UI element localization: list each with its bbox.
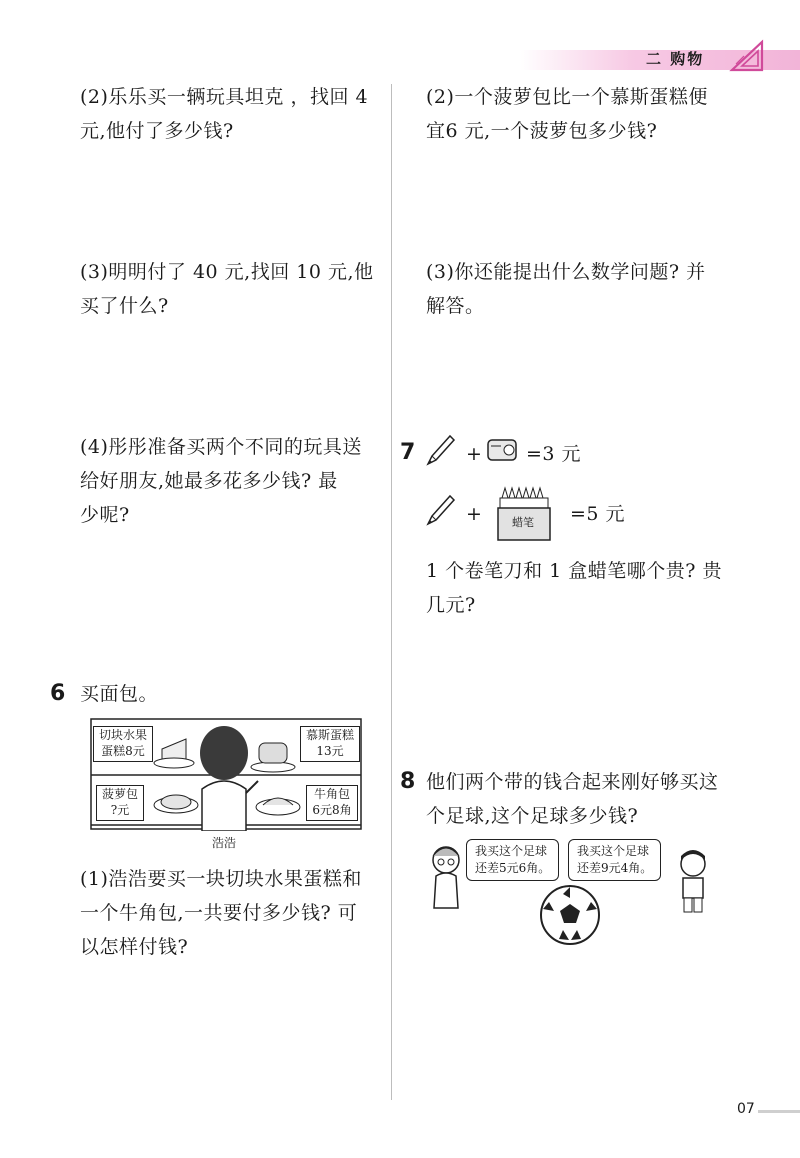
question-number-8: 8 [400,769,416,794]
boy-figure-icon [676,848,710,914]
question-6-2: (2)一个菠萝包比一个慕斯蛋糕便 宜6 元,一个菠萝包多少钱? [426,86,708,142]
pencil-icon [424,432,456,468]
soccer-ball-icon [539,884,601,946]
grandma-figure-icon [426,842,466,910]
bakery-illustration [90,717,362,831]
question-5-4: (4)彤彤准备买两个不同的玩具送 给好朋友,她最多花多少钱? 最 少呢? [80,436,362,526]
column-divider [391,84,392,1100]
speech-bubble-left: 我买这个足球 还差5元6角。 [466,839,559,881]
question-number-6: 6 [50,681,66,706]
triangle-ruler-icon [728,38,768,74]
crayon-label: 蜡笔 [512,516,534,529]
plus-sign-1: + [466,443,483,465]
question-6-3: (3)你还能提出什么数学问题? 并 解答。 [426,261,706,317]
question-number-7: 7 [400,440,416,465]
page-number: 07 [737,1101,755,1117]
label-cut-fruit-cake: 切块水果 蛋糕8元 [93,726,153,762]
speech-bubble-right: 我买这个足球 还差9元4角。 [568,839,661,881]
question-6-title: 买面包。 [80,683,159,705]
question-8-text: 他们两个带的钱合起来刚好够买这 个足球,这个足球多少钱? [426,771,719,827]
pencil-icon [424,492,456,528]
crayon-box-drawing [494,484,554,542]
illustration-caption: 浩浩 [212,836,237,850]
label-mousse-cake: 慕斯蛋糕 13元 [300,726,360,762]
crayon-box [494,484,554,542]
chapter-title: 二 购物 [646,50,705,68]
plus-sign-2: + [466,503,483,525]
pencil-sharpener-icon [485,434,521,466]
question-6-1: (1)浩浩要买一块切块水果蛋糕和 一个牛角包,一共要付多少钱? 可 以怎样付钱? [80,868,362,958]
question-5-3: (3)明明付了 40 元,找回 10 元,他 买了什么? [80,261,374,317]
equation-2-result: =5 元 [570,503,626,525]
question-7-text: 1 个卷笔刀和 1 盒蜡笔哪个贵? 贵 几元? [426,560,723,616]
question-5-2: (2)乐乐买一辆玩具坦克 ，找回 4 元,他付了多少钱? [80,86,369,142]
page-number-rule [758,1110,800,1113]
equation-1-result: =3 元 [526,443,582,465]
label-pineapple-bun: 菠萝包 ?元 [96,785,144,821]
label-croissant: 牛角包 6元8角 [306,785,358,821]
